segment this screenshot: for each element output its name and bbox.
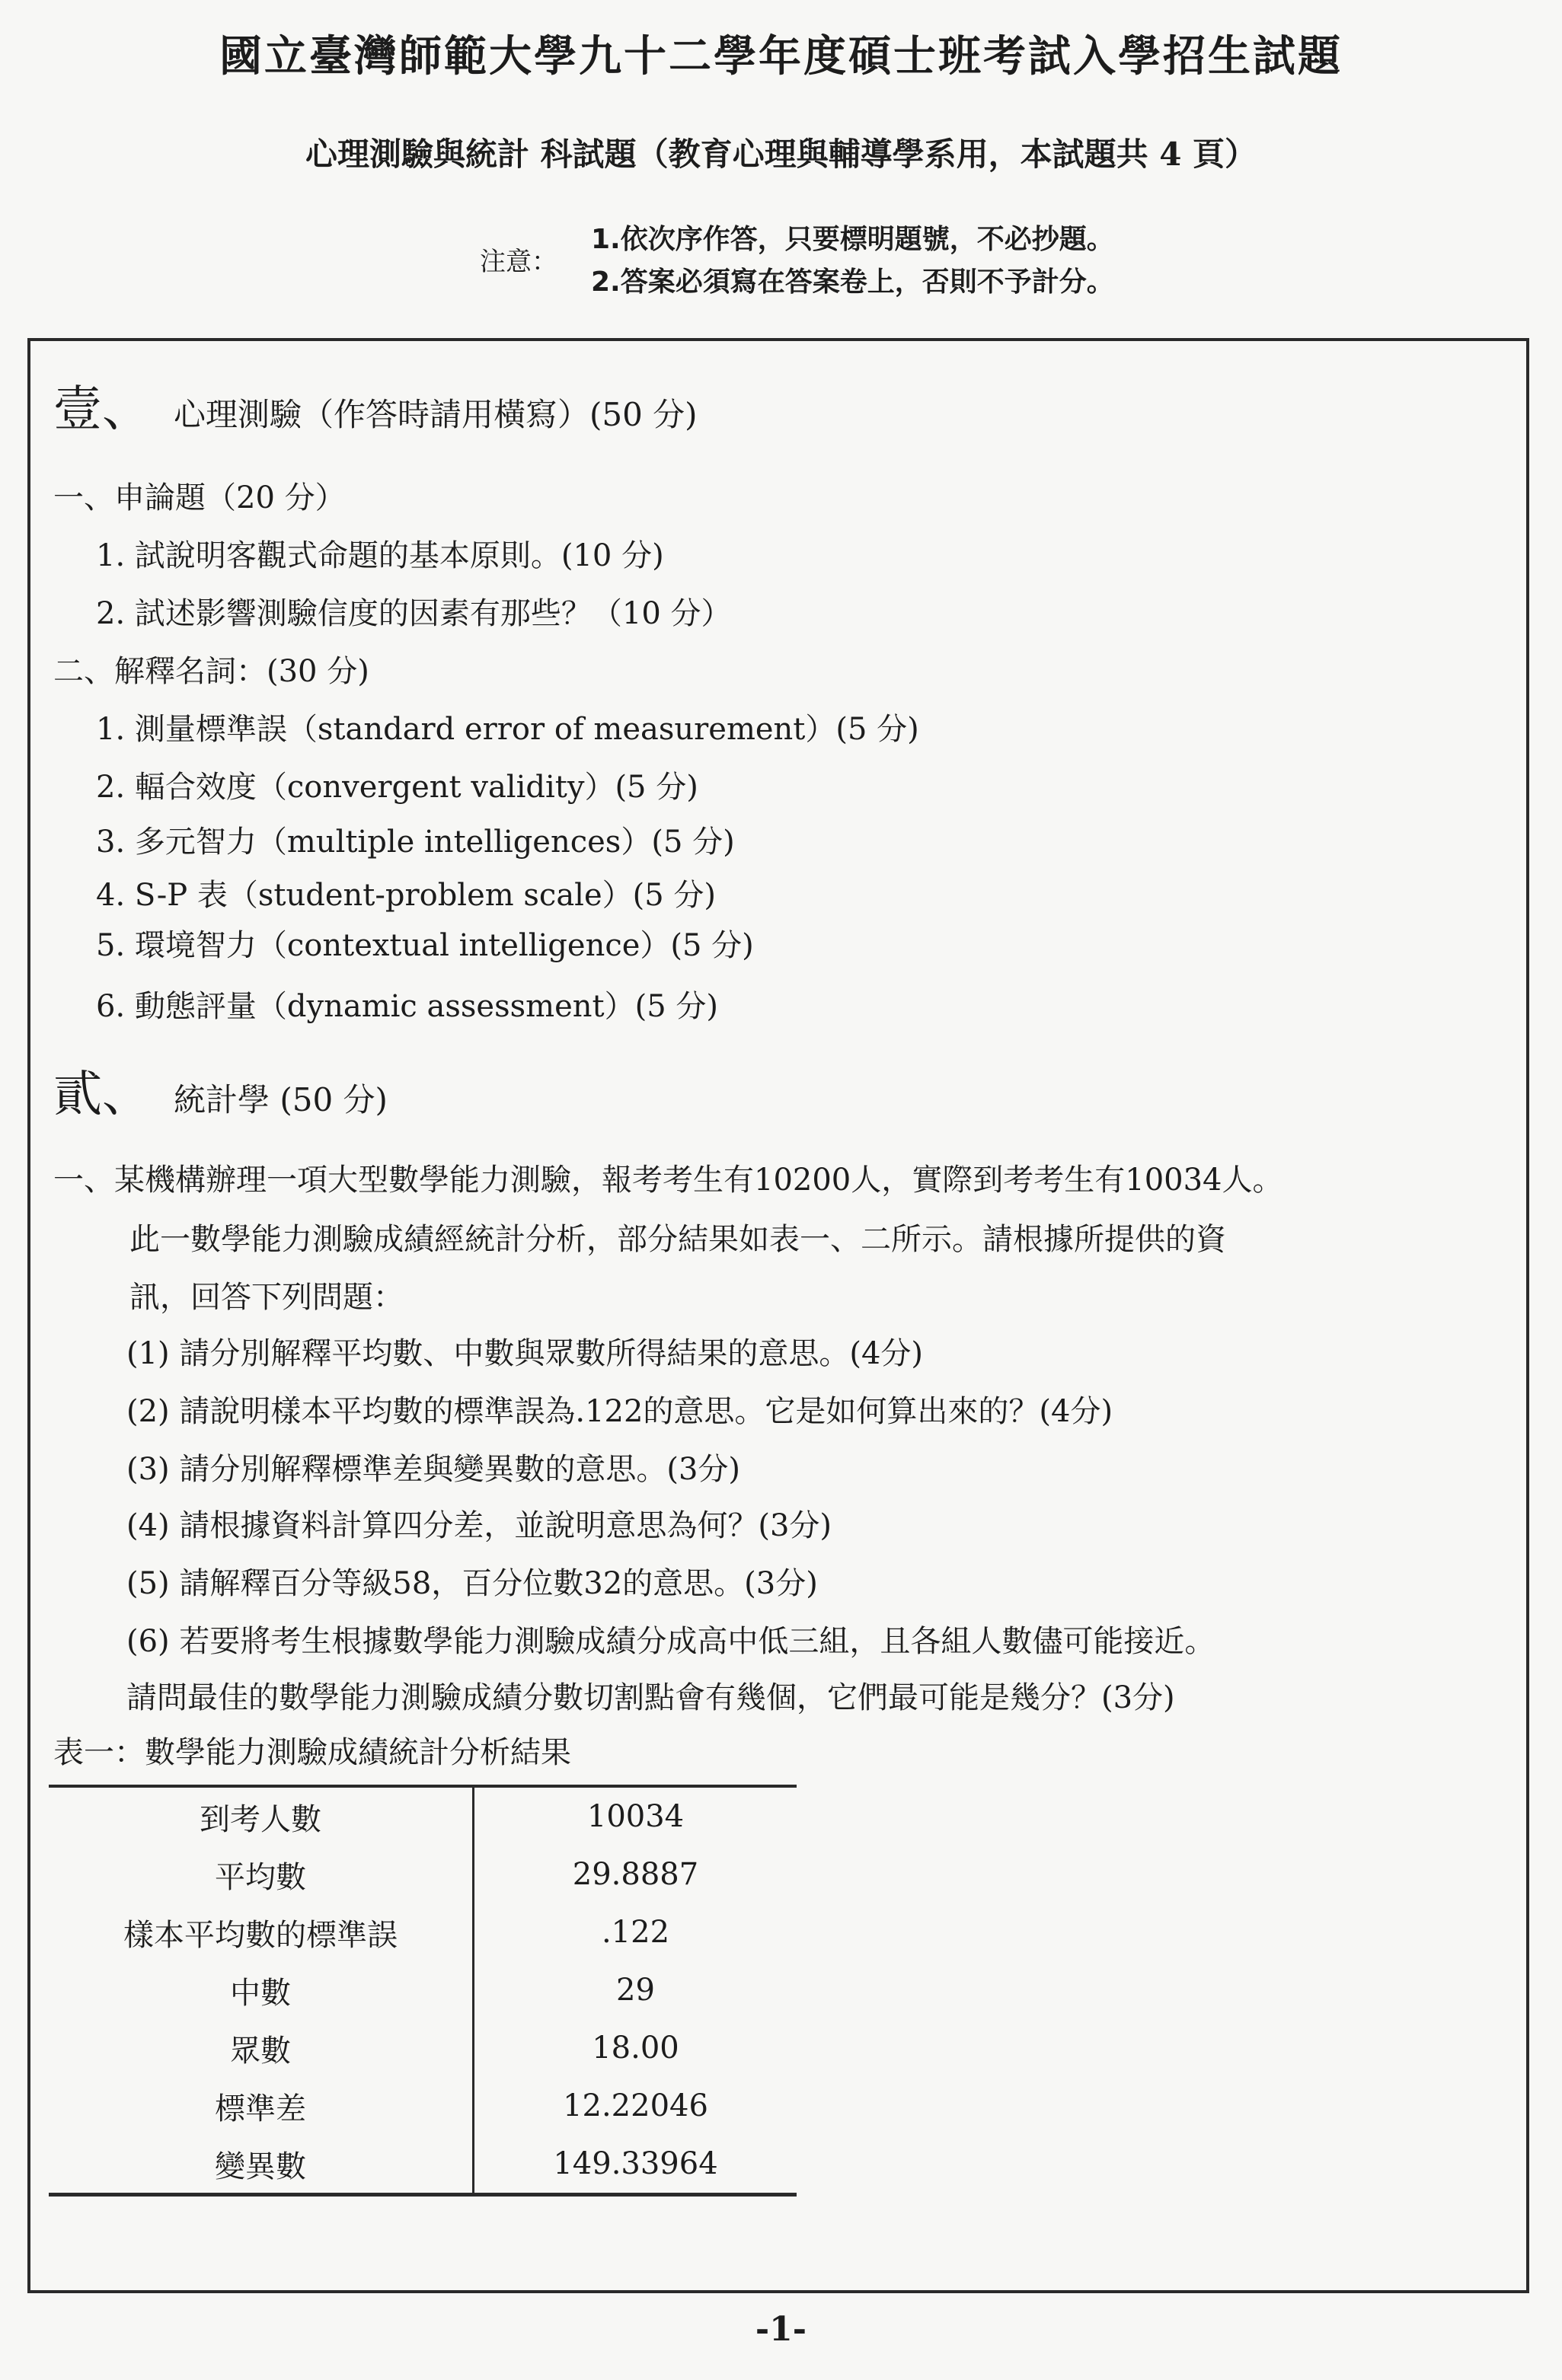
table-row (49, 2135, 797, 2195)
table-row (49, 1961, 797, 2019)
intro-line-1: 一、某機構辦理一項大型數學能力測驗，報考考生有10200人，實際到考考生有10034人。 (53, 1163, 1283, 1198)
table-row-label: 標準差 (49, 2077, 474, 2135)
table-caption: 表一：數學能力測驗成績統計分析結果 (53, 1735, 571, 1770)
sub-question-3: (3) 請分別解釋標準差與變異數的意思。(3分) (126, 1452, 741, 1487)
table-row-label: 眾數 (49, 2019, 474, 2077)
part2-title: 統計學 (50 分) (174, 1081, 388, 1118)
q2-item-3: 3. 多元智力（multiple intelligences）(5 分) (96, 825, 735, 860)
table-row (49, 1846, 797, 1903)
table-row-value: 12.22046 (563, 2088, 708, 2123)
table-row-value: 10034 (474, 1786, 797, 1846)
q1-item-1: 1. 試說明客觀式命題的基本原則。(10 分) (96, 538, 664, 573)
table-row-label: 變異數 (49, 2135, 474, 2195)
q1-item-2: 2. 試述影響測驗信度的因素有那些？（10 分） (96, 596, 732, 631)
intro-line-2: 此一數學能力測驗成績經統計分析，部分結果如表一、二所示。請根據所提供的資 (129, 1222, 1226, 1257)
table-row-value: 18.00 (592, 2031, 679, 2066)
page-number: -1- (755, 2310, 807, 2349)
notice-item-1: 1.依次序作答，只要標明題號，不必抄題。 (591, 224, 1114, 255)
table-row-label: 到考人數 (49, 1786, 474, 1846)
part2-heading (53, 1066, 388, 1125)
sub-question-2: (2) 請說明樣本平均數的標準誤為.122的意思。它是如何算出來的？(4分) (126, 1394, 1113, 1429)
notice-label: 注意： (480, 247, 557, 277)
q2-item-4: 4. S-P 表（student-problem scale）(5 分) (96, 878, 717, 913)
table-row-value: 149.33964 (474, 2135, 797, 2195)
sub-question-5: (5) 請解釋百分等級58，百分位數32的意思。(3分) (126, 1566, 818, 1601)
q2-item-5: 5. 環境智力（contextual intelligence）(5 分) (96, 928, 754, 963)
exam-subtitle: 心理測驗與統計 科試題（教育心理與輔導學系用，本試題共 4 頁） (305, 136, 1257, 173)
part1-heading (53, 381, 698, 439)
sub-question-1: (1) 請分別解釋平均數、中數與眾數所得結果的意思。(4分) (126, 1336, 924, 1371)
table-row-value: 29.8887 (572, 1857, 699, 1892)
part1-mark: 壹、 (53, 381, 151, 438)
exam-title: 國立臺灣師範大學九十二學年度碩士班考試入學招生試題 (219, 31, 1343, 81)
q2-item-6: 6. 動態評量（dynamic assessment）(5 分) (96, 989, 718, 1024)
table-row-label: 樣本平均數的標準誤 (49, 1903, 474, 1961)
intro-line-3: 訊，回答下列問題： (129, 1280, 404, 1315)
table-row-value: .122 (601, 1915, 670, 1950)
table-row (49, 1903, 797, 1961)
table-row (49, 1786, 797, 1846)
sub-question-4: (4) 請根據資料計算四分差，並說明意思為何？(3分) (126, 1508, 832, 1543)
part1-title: 心理測驗（作答時請用橫寫）(50 分) (174, 396, 698, 433)
sub-question-6: (6) 若要將考生根據數學能力測驗成績分成高中低三組，且各組人數儘可能接近。 (126, 1624, 1215, 1659)
table-row-label: 平均數 (49, 1846, 474, 1903)
table-row-label: 中數 (49, 1961, 474, 2019)
q2-heading: 二、解釋名詞：(30 分) (53, 654, 369, 689)
table-row (49, 2019, 797, 2077)
part2-mark: 貳、 (53, 1067, 151, 1123)
sub-question-6-cont: 請問最佳的數學能力測驗成績分數切割點會有幾個，它們最可能是幾分？(3分) (126, 1680, 1175, 1715)
q1-heading: 一、申論題（20 分） (53, 480, 346, 515)
table-row (49, 2077, 797, 2135)
notice-item-2: 2.答案必須寫在答案卷上，否則不予計分。 (591, 266, 1114, 298)
table-row-value: 29 (616, 1973, 655, 2008)
stats-table (49, 1785, 797, 2197)
q2-item-1: 1. 測量標準誤（standard error of measurement）(5 分) (96, 712, 919, 747)
q2-item-2: 2. 輻合效度（convergent validity）(5 分) (96, 770, 698, 805)
